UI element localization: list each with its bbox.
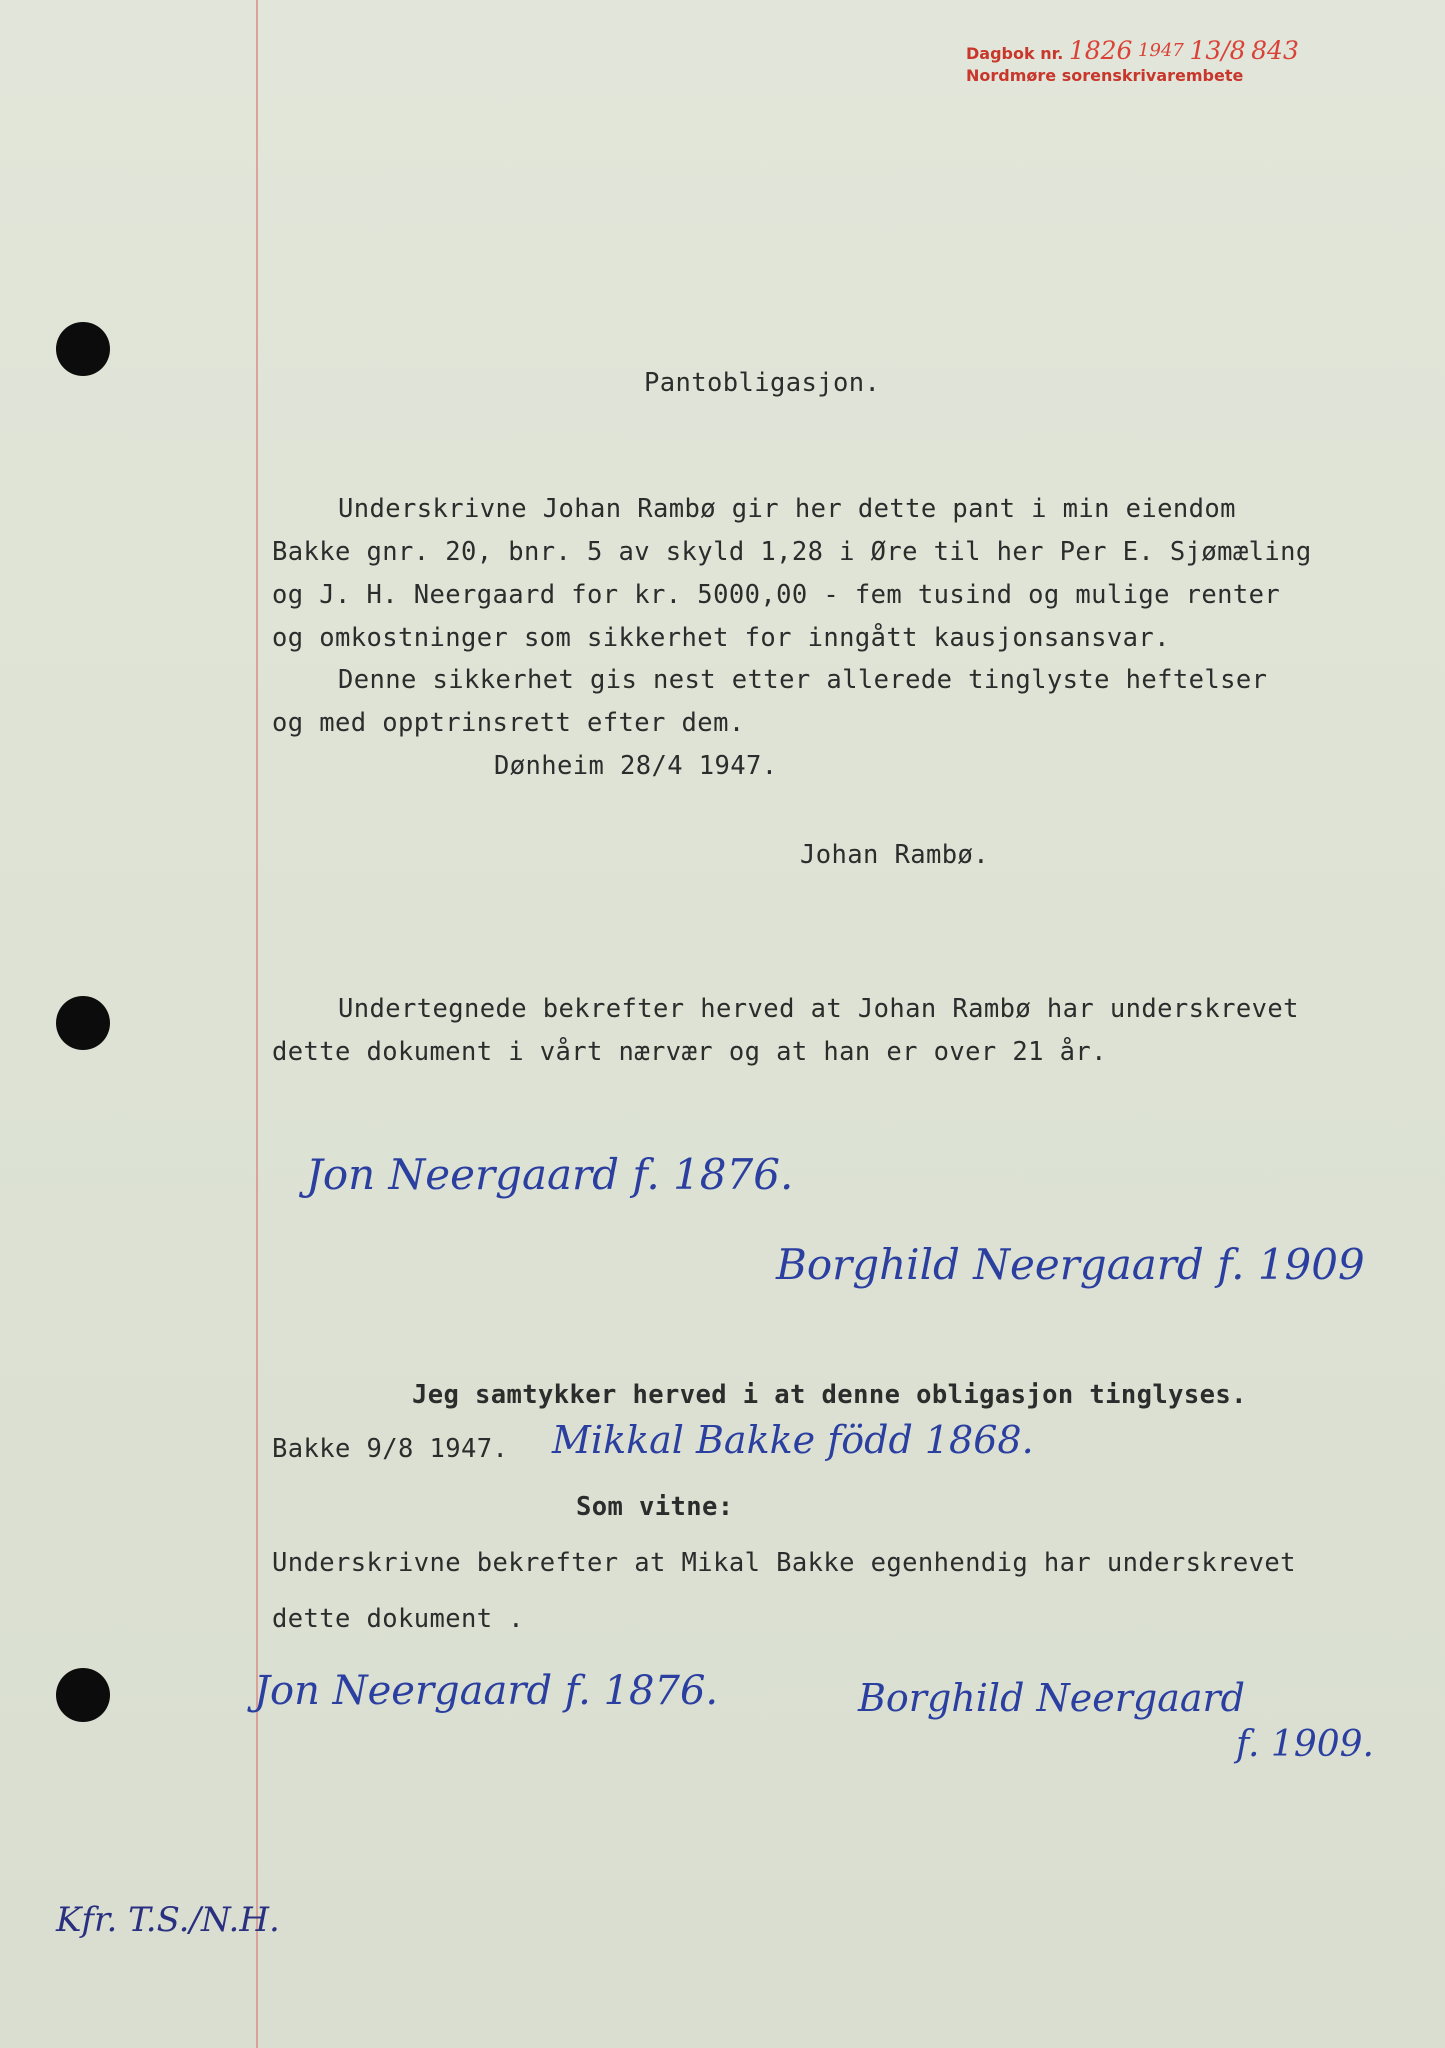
- witness2-line1: Underskrivne bekrefter at Mikal Bakke egenhendig har underskrevet: [272, 1548, 1296, 1578]
- journal-stamp: [966, 36, 1299, 87]
- witness2-line2: dette dokument .: [272, 1604, 525, 1634]
- consent-text: Jeg samtykker herved i at denne obligasjon tinglyses.: [412, 1380, 1247, 1410]
- witness2-signature-2-year: f. 1909.: [1236, 1724, 1374, 1765]
- punch-hole: [56, 996, 110, 1050]
- para2-line2: og med opptrinsrett efter dem.: [272, 708, 745, 738]
- punch-hole: [56, 1668, 110, 1722]
- stamp-office: Nordmøre sorenskrivarembete: [966, 66, 1244, 85]
- typed-signature: Johan Rambø.: [800, 840, 990, 870]
- witness-signature-1: Jon Neergaard f. 1876.: [306, 1150, 794, 1199]
- witness-signature-2: Borghild Neergaard f. 1909: [776, 1240, 1365, 1289]
- para1-line3: og J. H. Neergaard for kr. 5000,00 - fem tusind og mulige renter: [272, 580, 1281, 610]
- punch-hole: [56, 322, 110, 376]
- para1-line1: Underskrivne Johan Rambø gir her dette pant i min eiendom: [338, 494, 1236, 524]
- para2-line1: Denne sikkerhet gis nest etter allerede tinglyste heftelser: [338, 665, 1268, 695]
- stamp-number: 1826: [1068, 36, 1133, 65]
- para1-line4: og omkostninger som sikkerhet for inngått kausjonsansvar.: [272, 623, 1170, 653]
- stamp-page: 843: [1251, 36, 1299, 65]
- consent-place: Bakke 9/8 1947.: [272, 1434, 509, 1464]
- place-date: Dønheim 28/4 1947.: [494, 751, 778, 781]
- witness2-signature-2: Borghild Neergaard: [858, 1676, 1245, 1720]
- stamp-date: 13/8: [1189, 36, 1246, 65]
- witness2-signature-1: Jon Neergaard f. 1876.: [254, 1668, 719, 1714]
- document-title: Pantobligasjon.: [644, 368, 881, 398]
- witness-line1: Undertegnede bekrefter herved at Johan Rambø har underskrevet: [338, 994, 1299, 1024]
- witness-line2: dette dokument i vårt nærvær og at han er over 21 år.: [272, 1037, 1107, 1067]
- margin-line: [256, 0, 258, 2048]
- som-vitne: Som vitne:: [576, 1492, 734, 1522]
- stamp-year: 1947: [1138, 40, 1184, 61]
- para1-line2: Bakke gnr. 20, bnr. 5 av skyld 1,28 i Øre til her Per E. Sjømæling: [272, 537, 1312, 567]
- stamp-label: Dagbok nr.: [966, 44, 1064, 63]
- consent-signature: Mikkal Bakke född 1868.: [552, 1418, 1034, 1462]
- footer-note: Kfr. T.S./N.H.: [56, 1900, 280, 1940]
